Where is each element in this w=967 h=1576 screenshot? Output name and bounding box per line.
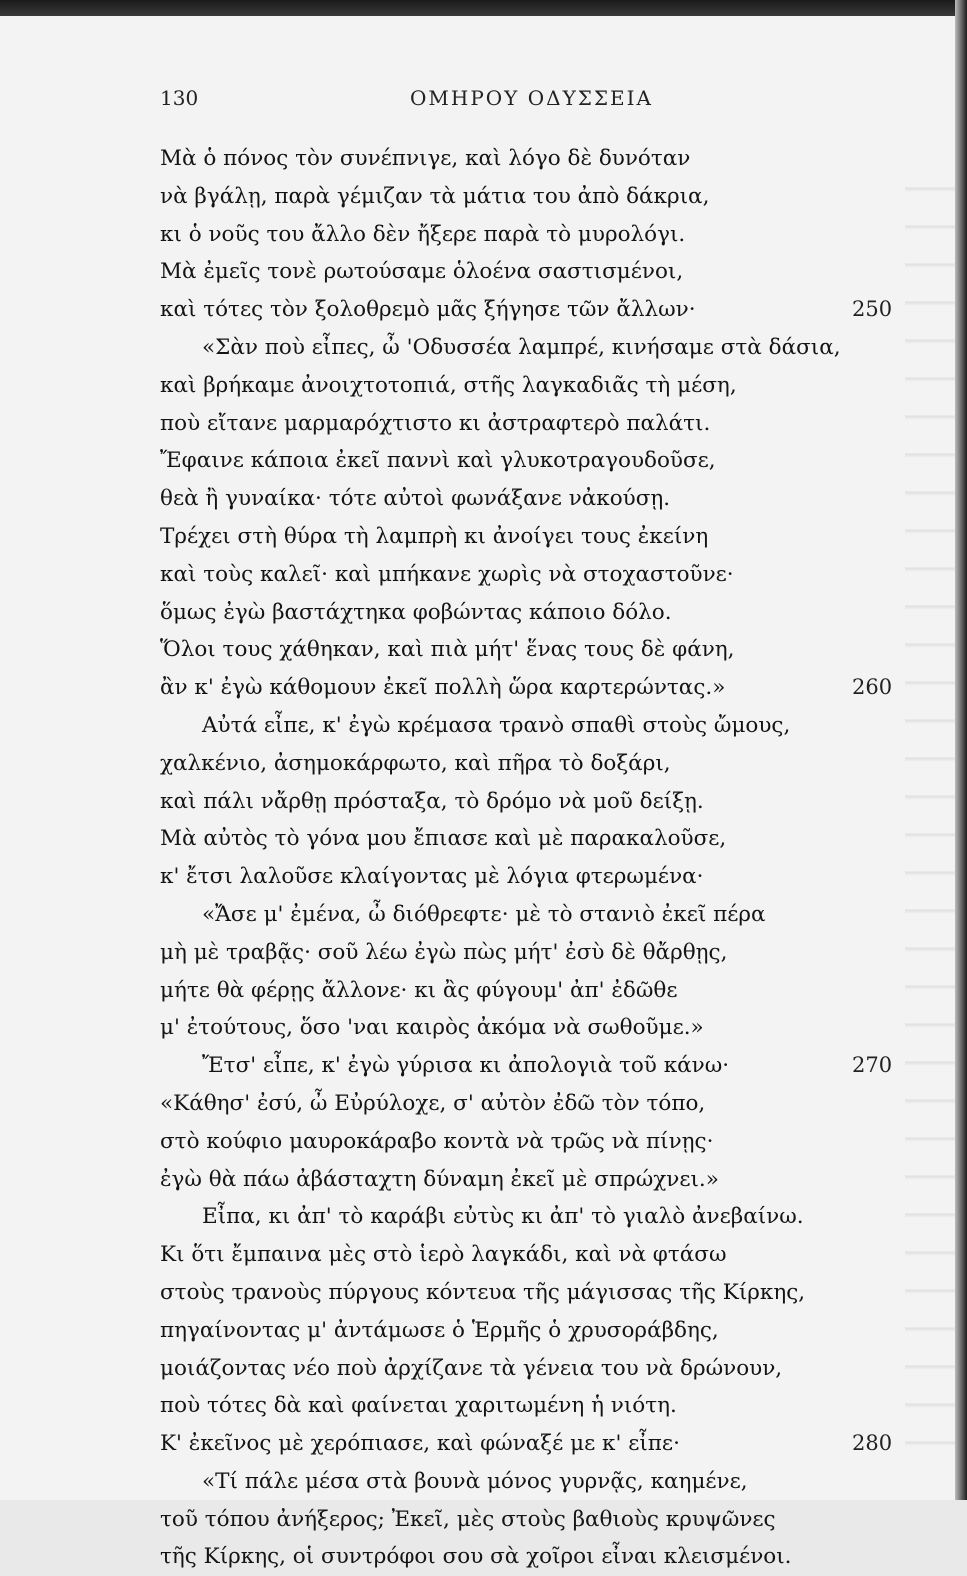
verse-text: «Ἄσε μ' ἐμένα, ὦ διόθρεφτε· μὲ τὸ στανιὸ ἐκεῖ πέρα xyxy=(202,901,766,927)
verse-text: ποὺ τότες δὰ καὶ φαίνεται χαριτωμένη ἡ νιότη. xyxy=(160,1393,677,1419)
verse-text: καὶ πάλι νἄρθῃ πρόσταξα, τὸ δρόμο νὰ μοῦ δείξῃ. xyxy=(160,788,704,814)
verse-text: καὶ βρήκαμε ἀνοιχτοτοπιά, στῆς λαγκαδιᾶς τὴ μέση, xyxy=(160,372,737,398)
verse-line xyxy=(160,253,920,291)
verse-text: Τρέχει στὴ θύρα τὴ λαμπρὴ κι ἀνοίγει τους ἐκείνη xyxy=(160,523,709,549)
verse-line xyxy=(160,1047,920,1085)
verse-line xyxy=(160,1161,920,1199)
verse-line xyxy=(160,216,920,254)
verse-line xyxy=(160,631,920,669)
verse-text: Μὰ ὁ πόνος τὸν συνέπνιγε, καὶ λόγο δὲ δυνόταν xyxy=(160,146,691,171)
verse-text: μήτε θὰ φέρῃς ἄλλονε· κι ἂς φύγουμ' ἀπ' ἐδῶθε xyxy=(160,977,678,1003)
verse-line xyxy=(160,1463,920,1501)
verse-text: χαλκένιο, ἀσημοκάρφωτο, καὶ πῆρα τὸ δοξάρι, xyxy=(160,750,671,776)
verse-text: Μὰ αὐτὸς τὸ γόνα μου ἔπιασε καὶ μὲ παρακαλοῦσε, xyxy=(160,826,727,852)
verse-text: ὅμως ἐγὼ βαστάχτηκα φοβώντας κάποιο δόλο. xyxy=(160,599,672,625)
verse-text: μ' ἐτούτους, ὅσο 'ναι καιρὸς ἀκόμα νὰ σωθοῦμε.» xyxy=(160,1015,704,1041)
verse-text: θεὰ ἢ γυναίκα· τότε αὐτοὶ φωνάξανε νἀκούσῃ. xyxy=(160,486,671,512)
verse-line xyxy=(160,556,920,594)
line-number: 280 xyxy=(852,1431,893,1456)
line-number: 270 xyxy=(852,1053,893,1078)
verse-line xyxy=(160,480,920,518)
page-number: 130 xyxy=(160,86,199,110)
verse-text: Ὅλοι τους χάθηκαν, καὶ πιὰ μήτ' ἕνας τους δὲ φάνη, xyxy=(160,637,735,663)
verse-line xyxy=(160,1085,920,1123)
verse-line xyxy=(160,934,920,972)
verse-line xyxy=(160,1009,920,1047)
verse-line xyxy=(160,1387,920,1425)
verse-text: στοὺς τρανοὺς πύργους κόντευα τῆς μάγισσας τῆς Κίρκης, xyxy=(160,1279,806,1305)
verse-text: καὶ τότες τὸν ξολοθρεμὸ μᾶς ξήγησε τῶν ἄλλων· xyxy=(160,297,696,323)
line-number: 250 xyxy=(852,297,893,322)
verse-line xyxy=(160,1538,920,1576)
verse-line xyxy=(160,820,920,858)
verse-line xyxy=(160,442,920,480)
verse-line xyxy=(160,405,920,443)
verse-line xyxy=(160,291,920,329)
verse-line xyxy=(160,858,920,896)
verse-line xyxy=(160,518,920,556)
verse-line xyxy=(160,367,920,405)
verse-line xyxy=(160,1425,920,1463)
line-number: 260 xyxy=(852,675,893,700)
verse-line xyxy=(160,1312,920,1350)
verse-text: Κ' ἐκεῖνος μὲ χερόπιασε, καὶ φώναξέ με κ' εἶπε· xyxy=(160,1431,680,1457)
verse-block xyxy=(160,140,920,1576)
verse-text: στὸ κούφιο μαυροκάραβο κοντὰ νὰ τρῶς νὰ πίνῃς· xyxy=(160,1128,714,1154)
verse-text: τῆς Κίρκης, οἱ συντρόφοι σου σὰ χοῖροι εἶναι κλεισμένοι. xyxy=(160,1544,792,1570)
verse-text: «Κάθησ' ἐσύ, ὦ Εὐρύλοχε, σ' αὐτὸν ἐδῶ τὸν τόπο, xyxy=(160,1090,706,1116)
verse-text: Αὐτά εἶπε, κ' ἐγὼ κρέμασα τρανὸ σπαθὶ στοὺς ὤμους, xyxy=(202,712,791,738)
verse-text: μὴ μὲ τραβᾷς· σοῦ λέω ἐγὼ πὼς μήτ' ἐσὺ δὲ θἄρθῃς, xyxy=(160,939,728,965)
verse-text: ἐγὼ θὰ πάω ἀβάσταχτη δύναμη ἐκεῖ μὲ σπρώχνει.» xyxy=(160,1166,719,1192)
verse-line xyxy=(160,1236,920,1274)
verse-text: Μὰ ἐμεῖς τονὲ ρωτούσαμε ὁλοένα σαστισμένοι, xyxy=(160,259,684,285)
verse-line xyxy=(160,329,920,367)
verse-text: ποὺ εἴτανε μαρμαρόχτιστο κι ἀστραφτερὸ παλάτι. xyxy=(160,410,711,436)
verse-line xyxy=(160,1123,920,1161)
verse-text: Κι ὅτι ἔμπαινα μὲς στὸ ἱερὸ λαγκάδι, καὶ νὰ φτάσω xyxy=(160,1242,727,1268)
verse-text: ἂν κ' ἐγὼ κάθομουν ἐκεῖ πολλὴ ὥρα καρτερώντας.» xyxy=(160,675,726,701)
verse-line xyxy=(160,594,920,632)
verse-text: πηγαίνοντας μ' ἀντάμωσε ὁ Ἑρμῆς ὁ χρυσοράβδης, xyxy=(160,1317,719,1343)
verse-text: Εἶπα, κι ἀπ' τὸ καράβι εὐτὺς κι ἀπ' τὸ γιαλὸ ἀνεβαίνω. xyxy=(202,1204,804,1230)
verse-text: καὶ τοὺς καλεῖ· καὶ μπήκανε χωρὶς νὰ στοχαστοῦνε· xyxy=(160,561,734,587)
verse-text: τοῦ τόπου ἀνήξερος; Ἐκεῖ, μὲς στοὺς βαθιοὺς κρυψῶνες xyxy=(160,1506,776,1532)
verse-line xyxy=(160,1501,920,1539)
verse-line xyxy=(160,1198,920,1236)
verse-text: «Τί πάλε μέσα στὰ βουνὰ μόνος γυρνᾷς, καημένε, xyxy=(202,1468,748,1494)
scan-edge-right xyxy=(955,0,967,1500)
verse-line xyxy=(160,745,920,783)
verse-line xyxy=(160,669,920,707)
verse-text: νὰ βγάλῃ, παρὰ γέμιζαν τὰ μάτια του ἀπὸ δάκρια, xyxy=(160,183,710,209)
verse-text: «Σὰν ποὺ εἶπες, ὦ 'Οδυσσέα λαμπρέ, κινήσαμε στὰ δάσια, xyxy=(202,334,841,360)
verse-line xyxy=(160,1274,920,1312)
verse-text: Ἔφαινε κάποια ἐκεῖ παννὶ καὶ γλυκοτραγουδοῦσε, xyxy=(160,448,716,474)
verse-line xyxy=(160,707,920,745)
verse-line xyxy=(160,178,920,216)
verse-text: Ἔτσ' εἶπε, κ' ἐγὼ γύρισα κι ἀπολογιὰ τοῦ κάνω· xyxy=(202,1053,730,1079)
verse-line xyxy=(160,140,920,178)
verse-text: κ' ἔτσι λαλοῦσε κλαίγοντας μὲ λόγια φτερωμένα· xyxy=(160,864,704,890)
scan-edge-top xyxy=(0,0,967,16)
verse-line xyxy=(160,972,920,1010)
verse-line xyxy=(160,896,920,934)
verse-text: κι ὁ νοῦς του ἄλλο δὲν ἤξερε παρὰ τὸ μυρολόγι. xyxy=(160,221,686,247)
verse-line xyxy=(160,783,920,821)
verse-text: μοιάζοντας νέο ποὺ ἀρχίζανε τὰ γένεια του νὰ δρώνουν, xyxy=(160,1355,783,1381)
verse-line xyxy=(160,1350,920,1388)
running-title: ΟΜΗΡΟΥ ΟΔΥΣΣΕΙΑ xyxy=(410,86,653,110)
running-header xyxy=(160,80,880,120)
